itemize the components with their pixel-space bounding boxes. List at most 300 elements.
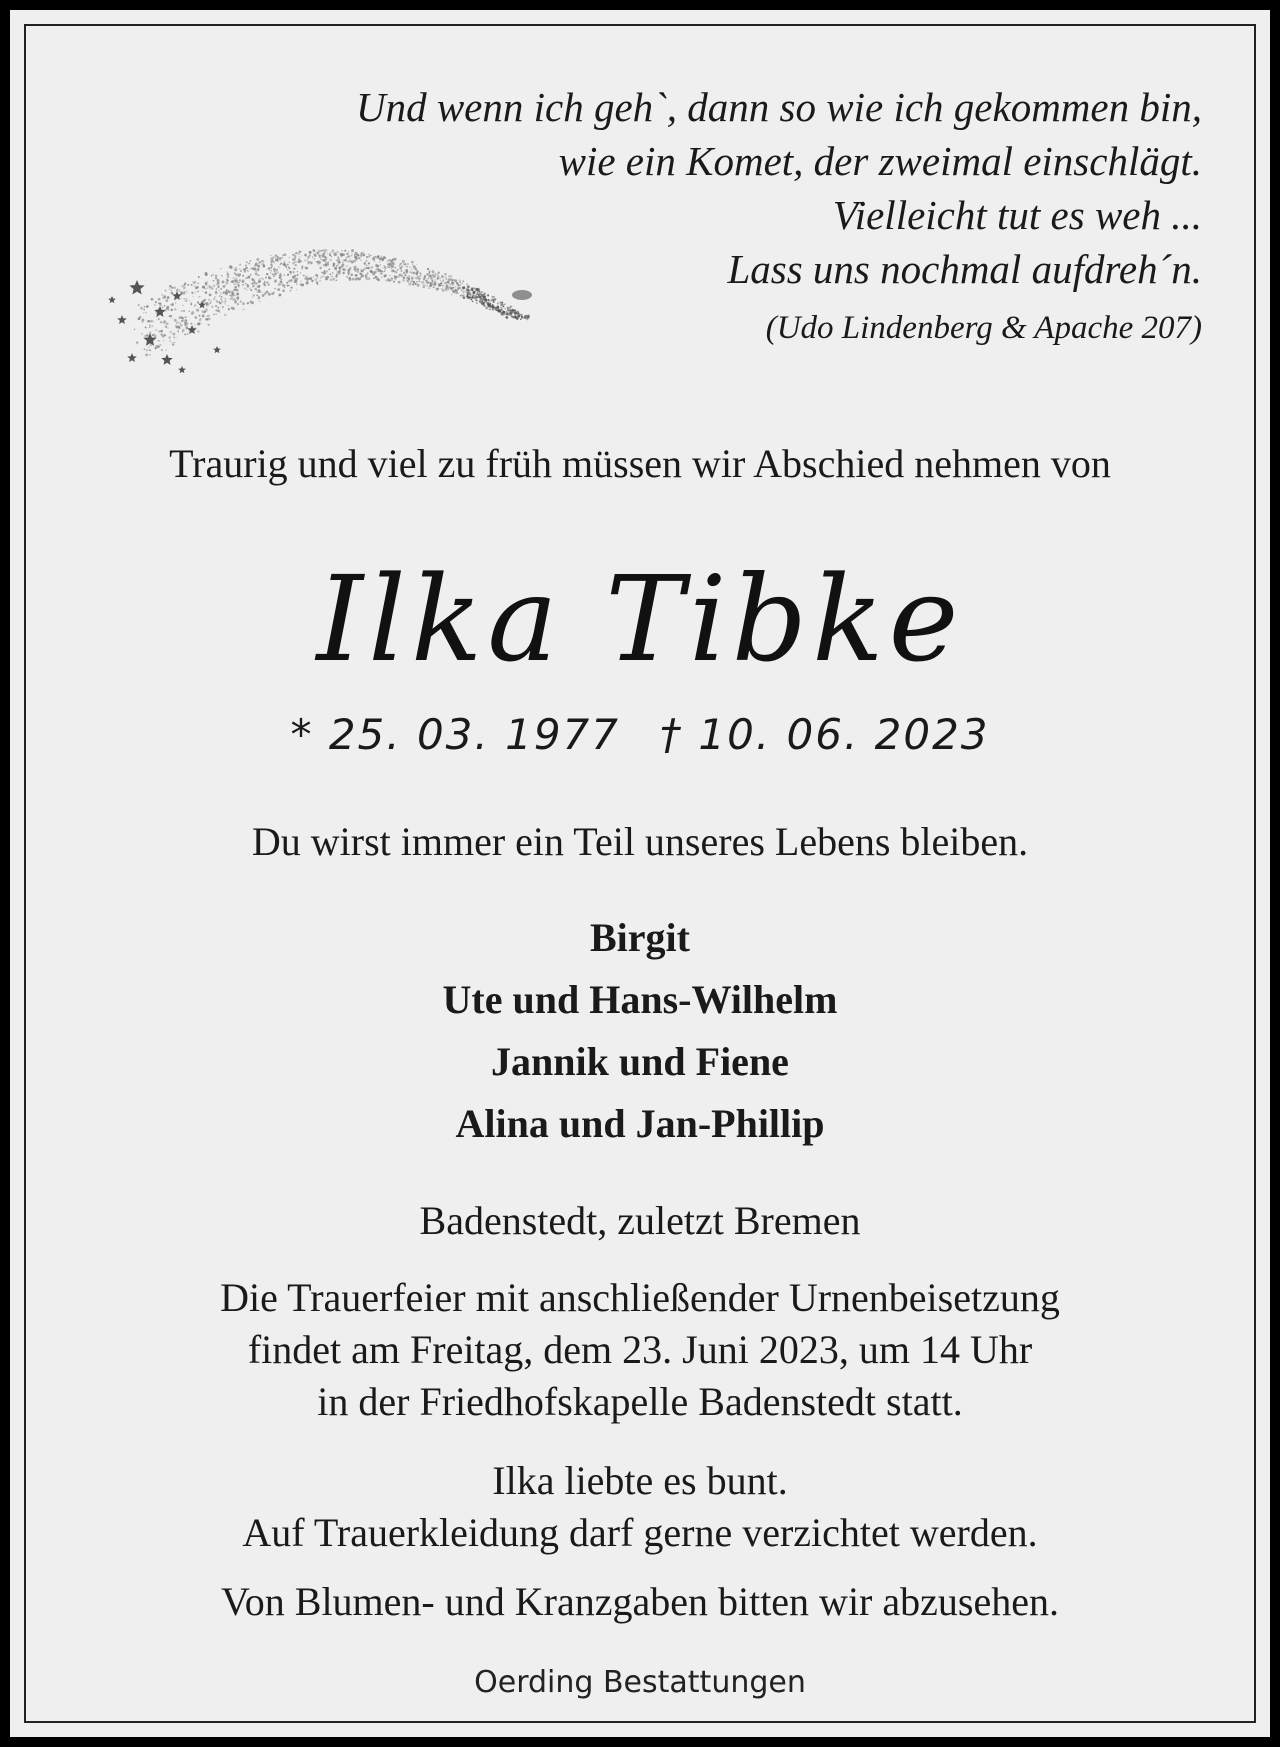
comet-dot (375, 276, 378, 279)
comet-dot (391, 277, 392, 278)
comet-dot (325, 278, 328, 281)
comet-dot (338, 272, 340, 274)
comet-dot (463, 296, 466, 299)
comet-dot (513, 316, 516, 319)
comet-dot (235, 277, 237, 279)
comet-dot (278, 266, 280, 268)
comet-dot (525, 317, 526, 318)
comet-dot (177, 326, 180, 329)
comet-dot (508, 306, 511, 309)
comet-dot (221, 275, 223, 277)
comet-dot (369, 270, 372, 273)
comet-dot (468, 289, 470, 291)
comet-dot (521, 316, 523, 318)
comet-dot (435, 273, 437, 275)
comet-dot (300, 260, 302, 262)
comet-dot (171, 292, 174, 295)
comet-dot (462, 292, 463, 293)
comet-dot (177, 288, 178, 289)
comet-dot (242, 279, 245, 282)
comet-dot (325, 272, 327, 274)
comet-dot (329, 254, 331, 256)
comet-dot (283, 261, 285, 263)
comet-dot (257, 265, 260, 268)
comet-dot (360, 255, 362, 257)
comet-dot (290, 273, 292, 275)
comet-dot (322, 259, 323, 260)
comet-dot (227, 305, 229, 307)
comet-dot (300, 280, 301, 281)
comet-dot (330, 278, 333, 281)
comet-dot (224, 285, 225, 286)
comet-dot (406, 266, 408, 268)
comet-dot (368, 267, 370, 269)
comet-dot (449, 286, 452, 289)
comet-dot (365, 274, 368, 277)
comet-dot (138, 304, 140, 306)
comet-dot (184, 324, 186, 326)
comet-dot (376, 257, 378, 259)
comet-dot (360, 259, 362, 261)
comet-dot (401, 266, 403, 268)
comet-dot (309, 255, 311, 257)
comet-dot (247, 284, 249, 286)
comet-dot (232, 307, 235, 310)
comet-dot (294, 275, 297, 278)
comet-dot (193, 281, 196, 284)
comet-dot (208, 315, 209, 316)
comet-dot (232, 297, 233, 298)
family-member: Alina und Jan-Phillip (455, 1101, 825, 1146)
comet-dot (239, 268, 241, 270)
comet-dot (257, 292, 259, 294)
comet-dot (259, 274, 260, 275)
comet-dot (246, 277, 248, 279)
comet-dot (330, 252, 332, 254)
comet-dot (305, 267, 308, 270)
comet-dot (370, 255, 371, 256)
comet-dot (198, 296, 200, 298)
comet-dot (329, 259, 332, 262)
comet-dot (346, 265, 347, 266)
comet-dot (188, 310, 190, 312)
comet-dot (242, 275, 244, 277)
comet-dot (445, 290, 447, 292)
comet-dot (304, 254, 307, 257)
comet-dot (500, 312, 503, 315)
comet-dot (240, 301, 242, 303)
comet-dot (327, 261, 329, 263)
comet-dot (311, 280, 313, 282)
comet-dot (455, 286, 457, 288)
comet-dot (416, 264, 417, 265)
comet-dot (454, 292, 457, 295)
comet-dot (185, 316, 187, 318)
comet-dot (219, 302, 221, 304)
comet-dot (404, 274, 406, 276)
comet-dot (334, 267, 337, 270)
comet-dot (481, 300, 483, 302)
comet-dot (423, 286, 426, 289)
comet-dot (185, 300, 187, 302)
comet-dot (426, 273, 428, 275)
comet-dot (448, 275, 450, 277)
comet-dot (315, 278, 318, 281)
comet-dot (296, 274, 298, 276)
comet-dot (218, 290, 219, 291)
comet-dot (380, 272, 382, 274)
comet-dot (429, 270, 431, 272)
comet-dot (321, 250, 323, 252)
comet-dot (247, 270, 249, 272)
comet-dot (270, 255, 272, 257)
comet-dot (246, 262, 248, 264)
dress-code-note (10, 1455, 1270, 1559)
comet-dot (411, 269, 412, 270)
comet-dot (253, 285, 255, 287)
comet-dot (294, 255, 297, 258)
comet-dot (514, 309, 516, 311)
comet-dot (249, 260, 251, 262)
comet-dot (520, 318, 522, 320)
comet-dot (315, 261, 317, 263)
comet-dot (299, 256, 300, 257)
comet-dot (474, 287, 475, 288)
comet-dot (215, 292, 218, 295)
comet-dot (447, 281, 449, 283)
comet-dot (341, 250, 342, 251)
comet-dot (165, 326, 167, 328)
comet-dot (456, 282, 458, 284)
comet-dot (293, 268, 295, 270)
comet-dot (245, 289, 247, 291)
comet-dot (462, 280, 464, 282)
comet-dot (259, 286, 261, 288)
comet-dot (158, 298, 161, 301)
comet-dot (459, 284, 461, 286)
comet-dot (335, 253, 337, 255)
comet-dot (268, 284, 270, 286)
comet-dot (288, 261, 290, 263)
comet-dot (255, 271, 256, 272)
comet-dot (470, 298, 472, 300)
comet-dot (226, 298, 227, 299)
comet-dot (399, 265, 401, 267)
comet-dot (442, 289, 445, 292)
comet-dot (326, 257, 328, 259)
comet-dot (264, 293, 266, 295)
comet-dot (149, 349, 151, 351)
comet-dot (194, 304, 196, 306)
comet-dot (289, 271, 292, 274)
comet-dot (499, 301, 501, 303)
comet-dot (337, 261, 340, 264)
comet-dot (274, 273, 277, 276)
comet-dot (342, 260, 344, 262)
comet-dot (216, 288, 218, 290)
comet-dot (382, 267, 384, 269)
comet-dot (220, 292, 222, 294)
comet-dot (213, 314, 215, 316)
obituary-content (10, 10, 1270, 1737)
comet-dot (204, 288, 206, 290)
comet-dot (450, 275, 452, 277)
comet-dot (294, 260, 297, 263)
comet-dot (199, 315, 201, 317)
comet-dot (226, 279, 228, 281)
comet-dot (469, 294, 471, 296)
comet-dot (145, 327, 147, 329)
comet-dot (237, 298, 239, 300)
comet-dot (140, 307, 143, 310)
comet-dot (448, 278, 451, 281)
comet-dot (219, 295, 221, 297)
comet-dot (191, 284, 193, 286)
comet-dot (191, 322, 193, 324)
comet-dot (502, 306, 504, 308)
comet-dot (452, 287, 454, 289)
comet-dot (336, 280, 338, 282)
comet-dot (485, 306, 488, 309)
comet-dot (306, 282, 309, 285)
comet-dot (247, 302, 249, 304)
comet-dot (168, 309, 169, 310)
comet-dot (462, 286, 465, 289)
poem-line: Lass uns nochmal aufdreh´n. (727, 246, 1202, 292)
comet-dot (253, 268, 256, 271)
comet-dot (391, 270, 394, 273)
comet-dot (370, 266, 373, 269)
comet-dot (423, 278, 425, 280)
comet-dot (365, 264, 367, 266)
comet-dot (277, 288, 280, 291)
comet-dot (221, 301, 223, 303)
comet-dot (368, 254, 369, 255)
comet-dot (208, 317, 211, 320)
comet-dot (472, 289, 474, 291)
comet-dot (253, 282, 254, 283)
comet-dot (463, 294, 465, 296)
comet-dot (142, 319, 145, 322)
comet-dot (243, 268, 246, 271)
comet-dot (492, 306, 495, 309)
comet-dot (342, 262, 343, 263)
comet-dot (275, 254, 277, 256)
comet-dot (182, 305, 183, 306)
comet-dot (144, 348, 146, 350)
comet-dot (180, 323, 182, 325)
comet-dot (494, 307, 496, 309)
comet-dot (159, 331, 161, 333)
comet-dot (331, 256, 332, 257)
comet-dot (147, 320, 149, 322)
comet-dot (445, 288, 446, 289)
comet-dot (222, 291, 224, 293)
comet-dot (441, 288, 442, 289)
comet-dot (225, 282, 228, 285)
comet-dot (451, 294, 453, 296)
comet-dot (304, 277, 307, 280)
comet-dot (336, 274, 338, 276)
comet-dot (350, 274, 353, 277)
comet-dot (205, 284, 207, 286)
comet-dot (432, 274, 433, 275)
comet-dot (349, 267, 352, 270)
comet-dot (433, 275, 436, 278)
comet-dot (242, 302, 245, 305)
comet-dot (355, 274, 358, 277)
comet-dot (164, 296, 167, 299)
comet-dot (266, 291, 269, 294)
comet-dot (346, 253, 348, 255)
comet-dot (164, 334, 166, 336)
comet-dot (361, 270, 363, 272)
comet-dot (169, 285, 172, 288)
comet-dot (171, 342, 172, 343)
comet-dot (195, 282, 196, 283)
comet-dot (352, 278, 355, 281)
comet-dot (384, 269, 386, 271)
comet-dot (449, 283, 451, 285)
comet-dot (204, 286, 206, 288)
comet-dot (202, 310, 205, 313)
comet-dot (317, 263, 318, 264)
comet-dot (296, 289, 297, 290)
comet-dot (207, 304, 209, 306)
comet-dot (154, 335, 157, 338)
comet-dot (357, 268, 359, 270)
comet-dot (282, 289, 285, 292)
comet-dot (510, 309, 512, 311)
comet-dot (230, 266, 233, 269)
comet-dot (419, 278, 421, 280)
comet-dot (398, 274, 399, 275)
comet-dot (488, 300, 490, 302)
comet-dot (392, 258, 395, 261)
comet-dot (175, 302, 177, 304)
comet-dot (450, 288, 452, 290)
comet-dot (211, 275, 213, 277)
comet-dot (167, 327, 169, 329)
comet-dot (381, 277, 382, 278)
comet-dot (287, 274, 289, 276)
comet-dot (351, 249, 354, 252)
comet-dot (407, 263, 410, 266)
comet-dot (336, 259, 338, 261)
comet-dot (149, 327, 150, 328)
star-icon (129, 280, 144, 295)
comet-dot (179, 322, 180, 323)
comet-dot (184, 319, 187, 322)
comet-dot (255, 272, 258, 275)
comet-dot (444, 273, 447, 276)
comet-dot (416, 281, 418, 283)
comet-dot (467, 296, 470, 299)
comet-dot (212, 274, 214, 276)
comet-dot (462, 283, 463, 284)
comet-dot (234, 298, 236, 300)
comet-dot (313, 253, 316, 256)
comet-dot (479, 301, 481, 303)
comet-dot (306, 260, 308, 262)
comet-dot (146, 334, 149, 337)
comet-dot (342, 272, 345, 275)
comet-dot (170, 315, 172, 317)
comet-dot (497, 302, 499, 304)
comet-dot (183, 291, 185, 293)
comet-dot (466, 283, 468, 285)
comet-dot (483, 302, 485, 304)
comet-dot (215, 305, 217, 307)
comet-dot (238, 285, 240, 287)
comet-dot (265, 276, 267, 278)
comet-dot (172, 343, 174, 345)
service-line: findet am Freitag, dem 23. Juni 2023, um 14 Uhr (247, 1327, 1033, 1372)
comet-dot (314, 251, 315, 252)
comet-dot (144, 306, 146, 308)
comet-dot (308, 261, 310, 263)
comet-dot (160, 321, 162, 323)
comet-dot (332, 278, 335, 281)
comet-dot (154, 347, 156, 349)
comet-dot (445, 277, 447, 279)
comet-dot (453, 282, 455, 284)
comet-dot (387, 279, 389, 281)
comet-dot (347, 271, 350, 274)
comet-dot (167, 297, 169, 299)
comet-dot (221, 296, 223, 298)
comet-head (512, 290, 532, 300)
comet-dot (381, 259, 384, 262)
comet-dot (461, 289, 463, 291)
comet-dot (270, 263, 272, 265)
comet-dot (363, 254, 365, 256)
comet-dot (171, 303, 174, 306)
comet-dot (316, 277, 318, 279)
comet-dot (294, 282, 296, 284)
comet-dot (205, 272, 208, 275)
comet-dot (459, 287, 461, 289)
comet-dot (493, 301, 495, 303)
service-line: Die Trauerfeier mit anschließender Urnenbeisetzung (220, 1275, 1060, 1320)
comet-dot (184, 298, 185, 299)
intro-text: Traurig und viel zu früh müssen wir Abschied nehmen von (169, 441, 1111, 486)
comet-dot (325, 261, 326, 262)
comet-dot (218, 306, 219, 307)
comet-dot (500, 309, 502, 311)
comet-dot (467, 285, 470, 288)
comet-dot (239, 279, 242, 282)
comet-dot (389, 266, 391, 268)
comet-dot (149, 354, 151, 356)
comet-dot (295, 264, 297, 266)
comet-dot (367, 265, 368, 266)
comet-dot (433, 286, 435, 288)
comet-dot (328, 268, 330, 270)
comet-dot (169, 340, 171, 342)
comet-dot (348, 274, 349, 275)
comet-dot (235, 267, 236, 268)
comet-dot (165, 299, 168, 302)
comet-dot (156, 330, 157, 331)
comet-dot (141, 333, 143, 335)
comet-dot (408, 275, 410, 277)
comet-dot (507, 307, 509, 309)
comet-dot (313, 258, 315, 260)
comet-dot (251, 278, 253, 280)
comet-dot (240, 270, 242, 272)
comet-dot (316, 281, 319, 284)
